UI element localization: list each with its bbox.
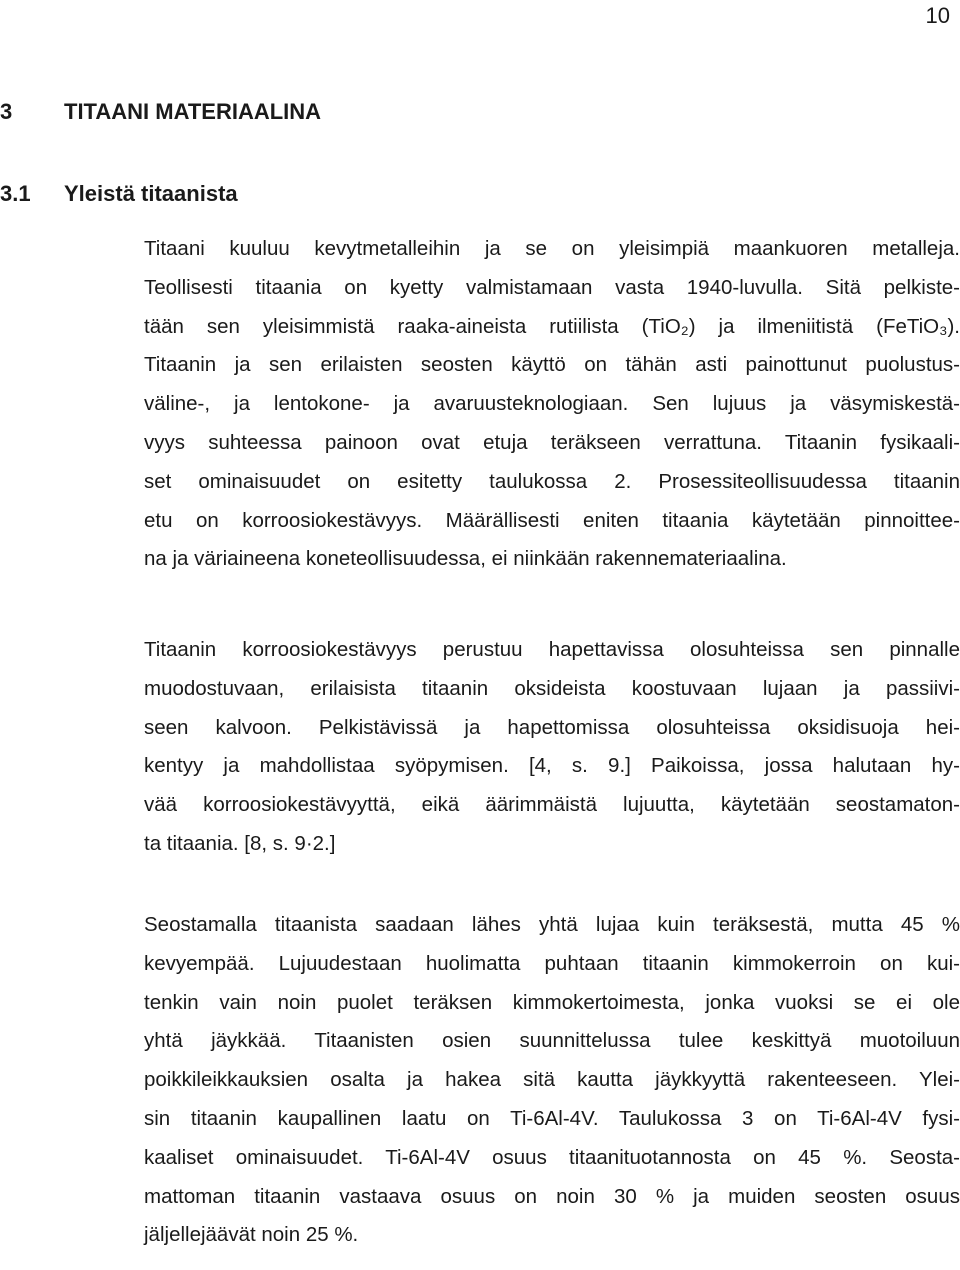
paragraph-line: jäljellejäävät noin 25 %.	[144, 1223, 359, 1247]
section-title: Yleistä titaanista	[64, 181, 238, 206]
paragraph-line: vää korroosiokestävyyttä, eikä äärimmäistä lujuutta, käytetään seostamaton-	[144, 793, 960, 817]
paragraph-line: etu on korroosiokestävyys. Määrällisesti eniten titaania käytetään pinnoittee-	[144, 508, 960, 532]
paragraph-line: tään sen yleisimmistä raaka-aineista rutiilista (TiO₂) ja ilmeniitistä (FeTiO₃).	[144, 314, 960, 338]
page-number: 10	[925, 3, 950, 28]
section-number: 3.1	[0, 181, 31, 206]
paragraph-line: Titaanin ja sen erilaisten seosten käyttö on tähän asti painottunut puolustus-	[144, 353, 960, 377]
paragraph-line: poikkileikkauksien osalta ja hakea sitä kautta jäykkyyttä rakenteeseen. Ylei-	[144, 1068, 960, 1092]
paragraph-corrosion	[144, 631, 960, 864]
paragraph-line: mattoman titaanin vastaava osuus on noin 30 % ja muiden seosten osuus	[144, 1184, 960, 1208]
paragraph-line: ta titaania. [8, s. 9·2.]	[144, 831, 336, 855]
paragraph-line: väline-, ja lentokone- ja avaruusteknologiaan. Sen lujuus ja väsymiskestä-	[144, 392, 960, 416]
paragraph-line: kaaliset ominaisuudet. Ti-6Al-4V osuus titaanituotannosta on 45 %. Seosta-	[144, 1145, 960, 1169]
paragraph-line: sin titaanin kaupallinen laatu on Ti-6Al-4V. Taulukossa 3 on Ti-6Al-4V fysi-	[144, 1106, 960, 1130]
paragraph-line: yhtä jäykkää. Titaanisten osien suunnittelussa tulee keskittyä muotoiluun	[144, 1029, 960, 1053]
paragraph-line: set ominaisuudet on esitetty taulukossa 2. Prosessiteollisuudessa titaanin	[144, 469, 960, 493]
paragraph-line: Teollisesti titaania on kyetty valmistamaan vasta 1940-luvulla. Sitä pelkiste-	[144, 275, 960, 299]
chapter-heading	[0, 96, 321, 128]
paragraph-line: na ja väriaineena koneteollisuudessa, ei niinkään rakennemateriaalina.	[144, 547, 787, 571]
paragraph-line: kevyempää. Lujuudestaan huolimatta puhtaan titaanin kimmokerroin on kui-	[144, 951, 960, 975]
paragraph-line: vyys suhteessa painoon ovat etuja teräkseen verrattuna. Titaanin fysikaali-	[144, 430, 960, 454]
section-heading	[0, 178, 238, 210]
chapter-number: 3	[0, 99, 13, 124]
paragraph-line: kentyy ja mahdollistaa syöpymisen. [4, s. 9.] Paikoissa, jossa halutaan hy-	[144, 754, 960, 778]
paragraph-line: seen kalvoon. Pelkistävissä ja hapettomissa olosuhteissa oksidisuoja hei-	[144, 715, 960, 739]
paragraph-line: Titaanin korroosiokestävyys perustuu hapettavissa olosuhteissa sen pinnalle	[144, 638, 960, 661]
paragraph-line: muodostuvaan, erilaisista titaanin oksideista koostuvaan lujaan ja passiivi-	[144, 676, 960, 700]
paragraph-alloys	[144, 906, 960, 1255]
chapter-title: TITAANI MATERIAALINA	[64, 99, 322, 124]
paragraph-line: tenkin vain noin puolet teräksen kimmokertoimesta, jonka vuoksi se ei ole	[144, 990, 960, 1014]
paragraph-general	[144, 230, 960, 579]
paragraph-line: Titaani kuuluu kevytmetalleihin ja se on yleisimpiä maankuoren metalleja.	[144, 237, 960, 260]
paragraph-line: Seostamalla titaanista saadaan lähes yhtä lujaa kuin teräksestä, mutta 45 %	[144, 913, 960, 936]
